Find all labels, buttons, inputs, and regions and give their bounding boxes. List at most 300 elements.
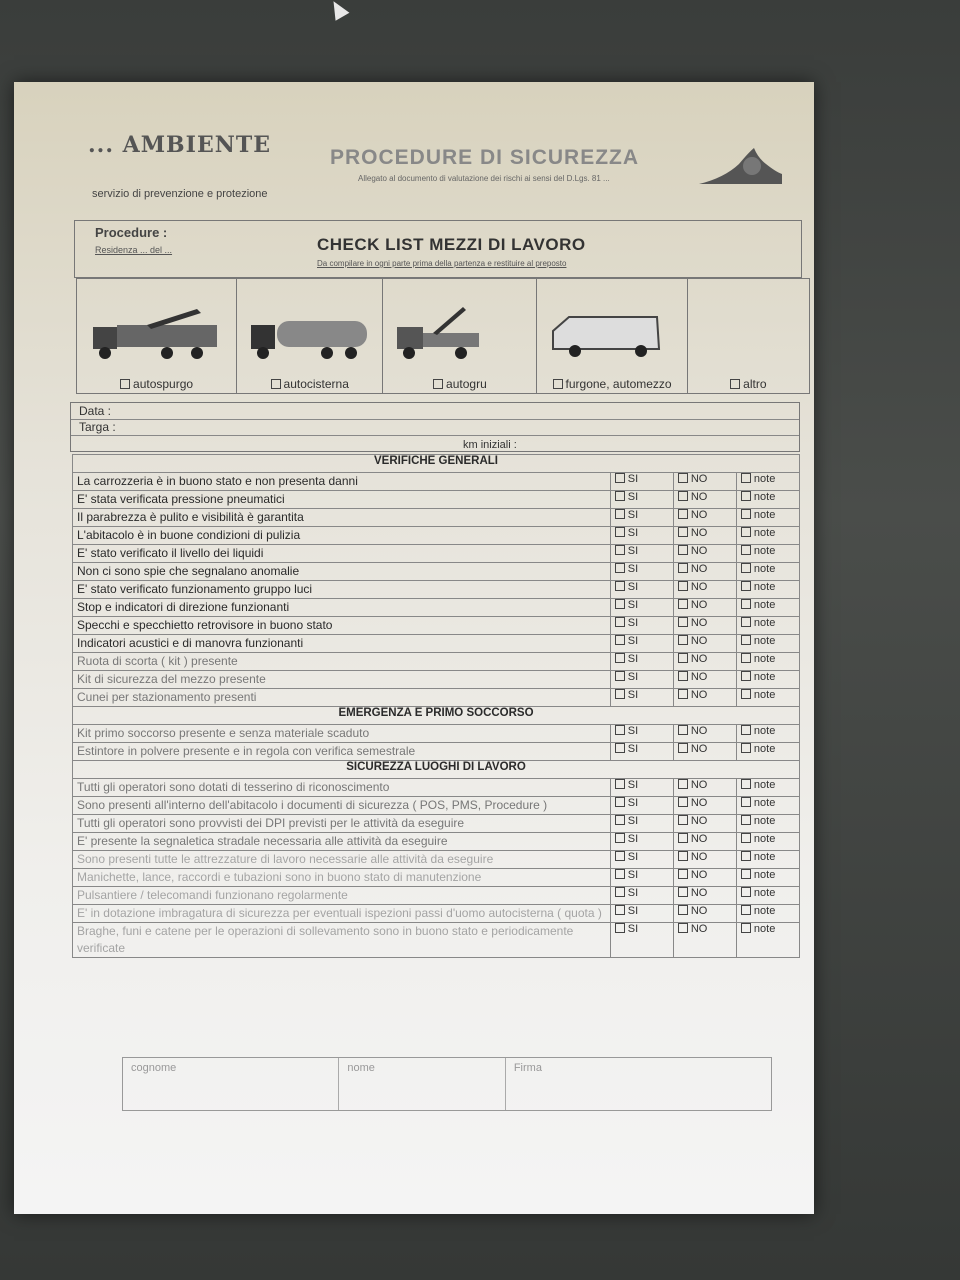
vehicle-option-furgone[interactable] xyxy=(537,279,687,393)
checkbox[interactable] xyxy=(741,653,751,663)
checklist-row xyxy=(73,671,800,689)
checklist-item: Sono presenti tutte le attrezzature di lavoro necessarie alle attività da eseguire xyxy=(73,851,611,869)
option-no[interactable] xyxy=(673,923,736,958)
checklist-item: E' presente la segnaletica stradale necessaria alle attività da eseguire xyxy=(73,833,611,851)
procedure-label: Procedure : xyxy=(95,225,168,240)
option-label: SI xyxy=(627,815,639,827)
checkbox[interactable] xyxy=(741,905,751,915)
option-note[interactable] xyxy=(736,725,799,743)
checklist-row xyxy=(73,923,800,958)
checkbox[interactable] xyxy=(741,851,751,861)
option-note[interactable] xyxy=(736,869,799,887)
option-label: SI xyxy=(627,725,639,737)
option-no[interactable] xyxy=(673,815,736,833)
option-no[interactable] xyxy=(673,599,736,617)
km-iniziali-field[interactable]: km iniziali : xyxy=(463,439,517,451)
procedure-reference: Residenza ... del ... xyxy=(95,245,173,255)
checkbox[interactable] xyxy=(678,563,688,573)
option-note[interactable] xyxy=(736,743,799,761)
checklist-item: Ruota di scorta ( kit ) presente xyxy=(73,653,611,671)
option-note[interactable] xyxy=(736,653,799,671)
checkbox[interactable] xyxy=(615,815,625,825)
option-si[interactable] xyxy=(610,851,673,869)
option-label: SI xyxy=(627,581,639,593)
option-si[interactable] xyxy=(610,779,673,797)
data-field[interactable]: Data : xyxy=(71,403,799,420)
checkbox[interactable] xyxy=(615,653,625,663)
vehicle-data-fields xyxy=(70,402,800,452)
checkbox[interactable] xyxy=(615,851,625,861)
option-no[interactable] xyxy=(673,635,736,653)
checklist-item: Tutti gli operatori sono provvisti dei DPI previsti per le attività da eseguire xyxy=(73,815,611,833)
checklist-item: Non ci sono spie che segnalano anomalie xyxy=(73,563,611,581)
option-si[interactable] xyxy=(610,905,673,923)
checkbox[interactable] xyxy=(741,743,751,753)
checklist-item: L'abitacolo è in buone condizioni di pulizia xyxy=(73,527,611,545)
checkbox[interactable] xyxy=(741,869,751,879)
checkbox[interactable] xyxy=(678,779,688,789)
checklist-item: La carrozzeria è in buono stato e non presenta danni xyxy=(73,473,611,491)
option-note[interactable] xyxy=(736,689,799,707)
checkbox[interactable] xyxy=(615,617,625,627)
checkbox[interactable] xyxy=(615,797,625,807)
option-si[interactable] xyxy=(610,635,673,653)
checkbox[interactable] xyxy=(741,815,751,825)
firma-field[interactable]: Firma xyxy=(513,1062,542,1074)
option-label: NO xyxy=(690,473,708,485)
checkbox[interactable] xyxy=(433,379,443,389)
option-label: SI xyxy=(627,617,639,629)
option-label: NO xyxy=(690,581,708,593)
checkbox[interactable] xyxy=(120,379,130,389)
checkbox[interactable] xyxy=(678,653,688,663)
option-label: note xyxy=(753,725,776,737)
option-no[interactable] xyxy=(673,653,736,671)
checkbox[interactable] xyxy=(741,797,751,807)
checkbox[interactable] xyxy=(741,563,751,573)
option-no[interactable] xyxy=(673,779,736,797)
section-header xyxy=(73,455,800,473)
checklist-document xyxy=(14,82,814,1214)
checklist-row xyxy=(73,725,800,743)
option-label: note xyxy=(753,671,776,683)
checkbox[interactable] xyxy=(678,617,688,627)
option-si[interactable] xyxy=(610,509,673,527)
option-label: NO xyxy=(690,905,708,917)
vehicle-option-autocisterna[interactable] xyxy=(237,279,383,393)
option-label: note xyxy=(753,851,776,863)
option-note[interactable] xyxy=(736,545,799,563)
checklist-subtitle: Da compilare in ogni parte prima della partenza e restituire al preposto xyxy=(317,259,567,268)
option-label: note xyxy=(753,527,776,539)
vehicle-label: autospurgo xyxy=(133,377,194,391)
option-no[interactable] xyxy=(673,851,736,869)
checklist-item: E' stato verificato il livello dei liquidi xyxy=(73,545,611,563)
option-label: NO xyxy=(690,887,708,899)
checkbox[interactable] xyxy=(741,473,751,483)
option-note[interactable] xyxy=(736,887,799,905)
vehicle-label: autocisterna xyxy=(283,377,349,391)
option-label: SI xyxy=(627,887,639,899)
option-note[interactable] xyxy=(736,905,799,923)
checkbox[interactable] xyxy=(741,581,751,591)
checklist-row xyxy=(73,599,800,617)
checkbox[interactable] xyxy=(741,527,751,537)
checklist-row xyxy=(73,509,800,527)
vehicle-type-selector xyxy=(76,278,810,394)
checkbox[interactable] xyxy=(271,379,281,389)
checkbox[interactable] xyxy=(741,635,751,645)
checkbox[interactable] xyxy=(615,527,625,537)
checkbox[interactable] xyxy=(615,635,625,645)
checklist-row xyxy=(73,689,800,707)
option-note[interactable] xyxy=(736,635,799,653)
van-icon xyxy=(547,305,667,365)
option-si[interactable] xyxy=(610,815,673,833)
option-si[interactable] xyxy=(610,887,673,905)
checklist-row xyxy=(73,545,800,563)
checkbox[interactable] xyxy=(741,887,751,897)
option-note[interactable] xyxy=(736,473,799,491)
option-no[interactable] xyxy=(673,833,736,851)
checkbox[interactable] xyxy=(741,671,751,681)
option-label: SI xyxy=(627,563,639,575)
option-label: NO xyxy=(690,509,708,521)
vehicle-label: altro xyxy=(743,377,767,391)
checklist-row xyxy=(73,581,800,599)
vehicle-label: autogru xyxy=(446,377,487,391)
checkbox[interactable] xyxy=(615,599,625,609)
checkbox[interactable] xyxy=(678,527,688,537)
checklist-item: Estintore in polvere presente e in regola con verifica semestrale xyxy=(73,743,611,761)
option-label: NO xyxy=(690,923,708,935)
option-label: NO xyxy=(690,653,708,665)
option-label: note xyxy=(753,599,776,611)
checklist-title: CHECK LIST MEZZI DI LAVORO xyxy=(317,235,586,254)
procedure-title: PROCEDURE DI SICUREZZA xyxy=(330,146,640,169)
company-logo: ... AMBIENTE xyxy=(88,132,271,158)
checkbox[interactable] xyxy=(741,491,751,501)
checkbox[interactable] xyxy=(678,833,688,843)
option-label: note xyxy=(753,653,776,665)
checklist-item: E' in dotazione imbragatura di sicurezza per eventuali ispezioni passi d'uomo autocisterna ( quota ) xyxy=(73,905,611,923)
option-label: note xyxy=(753,689,776,701)
option-note[interactable] xyxy=(736,923,799,958)
option-label: note xyxy=(753,797,776,809)
emblem-icon xyxy=(694,144,784,190)
option-label: note xyxy=(753,473,776,485)
nome-field[interactable]: nome xyxy=(339,1058,506,1110)
checkbox[interactable] xyxy=(615,491,625,501)
option-label: NO xyxy=(690,671,708,683)
checklist-row xyxy=(73,635,800,653)
option-label: note xyxy=(753,923,776,935)
checkbox[interactable] xyxy=(678,671,688,681)
section-title: SICUREZZA LUOGHI DI LAVORO xyxy=(73,761,800,779)
checkbox[interactable] xyxy=(741,833,751,843)
checklist-row xyxy=(73,815,800,833)
option-label: SI xyxy=(627,851,639,863)
truck-crane-icon xyxy=(87,305,227,365)
checkbox[interactable] xyxy=(678,815,688,825)
checkbox[interactable] xyxy=(741,923,751,933)
vehicle-option-autogru[interactable] xyxy=(383,279,537,393)
checklist-row xyxy=(73,869,800,887)
signature-box xyxy=(122,1057,772,1111)
option-label: NO xyxy=(690,491,708,503)
section-title: EMERGENZA E PRIMO SOCCORSO xyxy=(73,707,800,725)
document-header xyxy=(74,132,804,222)
option-label: NO xyxy=(690,617,708,629)
option-note[interactable] xyxy=(736,581,799,599)
checkbox[interactable] xyxy=(615,689,625,699)
checkbox[interactable] xyxy=(615,923,625,933)
option-label: SI xyxy=(627,923,639,935)
option-si[interactable] xyxy=(610,689,673,707)
option-si[interactable] xyxy=(610,617,673,635)
checklist-item: Kit di sicurezza del mezzo presente xyxy=(73,671,611,689)
checkbox[interactable] xyxy=(678,797,688,807)
option-label: SI xyxy=(627,509,639,521)
option-label: note xyxy=(753,887,776,899)
checkbox[interactable] xyxy=(615,779,625,789)
option-label: SI xyxy=(627,491,639,503)
option-note[interactable] xyxy=(736,815,799,833)
option-si[interactable] xyxy=(610,527,673,545)
checklist-item: E' stata verificata pressione pneumatici xyxy=(73,491,611,509)
checklist-item: Indicatori acustici e di manovra funzionanti xyxy=(73,635,611,653)
option-note[interactable] xyxy=(736,671,799,689)
checklist-row xyxy=(73,851,800,869)
option-label: SI xyxy=(627,743,639,755)
section-header xyxy=(73,761,800,779)
option-no[interactable] xyxy=(673,491,736,509)
checklist-row xyxy=(73,905,800,923)
option-label: SI xyxy=(627,797,639,809)
option-si[interactable] xyxy=(610,563,673,581)
option-label: note xyxy=(753,617,776,629)
option-label: NO xyxy=(690,725,708,737)
option-label: note xyxy=(753,833,776,845)
cognome-field[interactable]: cognome xyxy=(123,1058,339,1110)
option-label: note xyxy=(753,491,776,503)
checkbox[interactable] xyxy=(615,725,625,735)
checkbox[interactable] xyxy=(615,833,625,843)
option-note[interactable] xyxy=(736,491,799,509)
option-no[interactable] xyxy=(673,887,736,905)
tanker-truck-icon xyxy=(247,305,373,365)
checklist-item: Tutti gli operatori sono dotati di tesserino di riconoscimento xyxy=(73,779,611,797)
option-si[interactable] xyxy=(610,671,673,689)
crane-truck-icon xyxy=(393,305,493,365)
vehicle-option-altro[interactable] xyxy=(688,279,809,393)
option-si[interactable] xyxy=(610,491,673,509)
checkbox[interactable] xyxy=(678,725,688,735)
checklist-row xyxy=(73,743,800,761)
checklist-row xyxy=(73,527,800,545)
checkbox[interactable] xyxy=(678,491,688,501)
checklist-item: Pulsantiere / telecomandi funzionano regolarmente xyxy=(73,887,611,905)
checkbox[interactable] xyxy=(678,743,688,753)
option-label: NO xyxy=(690,545,708,557)
option-label: note xyxy=(753,905,776,917)
option-label: SI xyxy=(627,473,639,485)
option-label: SI xyxy=(627,869,639,881)
checkbox[interactable] xyxy=(615,563,625,573)
option-label: NO xyxy=(690,689,708,701)
option-no[interactable] xyxy=(673,797,736,815)
option-label: NO xyxy=(690,851,708,863)
option-note[interactable] xyxy=(736,599,799,617)
option-label: SI xyxy=(627,527,639,539)
option-label: NO xyxy=(690,599,708,611)
option-si[interactable] xyxy=(610,653,673,671)
checkbox[interactable] xyxy=(678,635,688,645)
checklist-item: Sono presenti all'interno dell'abitacolo i documenti di sicurezza ( POS, PMS, Procedure ) xyxy=(73,797,611,815)
checkbox[interactable] xyxy=(615,581,625,591)
checklist-table xyxy=(72,454,800,958)
option-si[interactable] xyxy=(610,581,673,599)
option-note[interactable] xyxy=(736,509,799,527)
option-si[interactable] xyxy=(610,545,673,563)
option-note[interactable] xyxy=(736,797,799,815)
option-label: note xyxy=(753,581,776,593)
checklist-row xyxy=(73,833,800,851)
checklist-row xyxy=(73,797,800,815)
checkbox[interactable] xyxy=(741,545,751,555)
checklist-row xyxy=(73,887,800,905)
option-label: SI xyxy=(627,545,639,557)
option-no[interactable] xyxy=(673,671,736,689)
checkbox[interactable] xyxy=(741,509,751,519)
checkbox[interactable] xyxy=(678,545,688,555)
option-label: note xyxy=(753,509,776,521)
option-si[interactable] xyxy=(610,797,673,815)
option-no[interactable] xyxy=(673,581,736,599)
checklist-item: Braghe, funi e catene per le operazioni di sollevamento sono in buono stato e periodicamente verificate xyxy=(73,923,611,958)
checkbox[interactable] xyxy=(615,743,625,753)
option-note[interactable] xyxy=(736,779,799,797)
option-no[interactable] xyxy=(673,905,736,923)
checklist-row xyxy=(73,617,800,635)
checkbox[interactable] xyxy=(615,869,625,879)
checkbox[interactable] xyxy=(678,581,688,591)
section-title: VERIFICHE GENERALI xyxy=(73,455,800,473)
checkbox[interactable] xyxy=(615,473,625,483)
option-si[interactable] xyxy=(610,473,673,491)
checklist-row xyxy=(73,473,800,491)
vehicle-option-autospurgo[interactable] xyxy=(77,279,237,393)
targa-field[interactable]: Targa : xyxy=(71,419,799,436)
checkbox[interactable] xyxy=(678,923,688,933)
option-no[interactable] xyxy=(673,509,736,527)
checkbox[interactable] xyxy=(553,379,563,389)
vehicle-label: furgone, automezzo xyxy=(565,377,672,391)
option-no[interactable] xyxy=(673,743,736,761)
checkbox[interactable] xyxy=(741,617,751,627)
logo-subtitle: servizio di prevenzione e protezione xyxy=(92,188,268,200)
option-label: NO xyxy=(690,563,708,575)
option-si[interactable] xyxy=(610,725,673,743)
checkbox[interactable] xyxy=(678,509,688,519)
option-label: SI xyxy=(627,653,639,665)
section-header xyxy=(73,707,800,725)
checkbox[interactable] xyxy=(615,545,625,555)
option-note[interactable] xyxy=(736,851,799,869)
option-si[interactable] xyxy=(610,869,673,887)
option-no[interactable] xyxy=(673,545,736,563)
option-note[interactable] xyxy=(736,563,799,581)
option-label: NO xyxy=(690,527,708,539)
option-label: SI xyxy=(627,671,639,683)
option-label: NO xyxy=(690,779,708,791)
procedure-subtitle: Allegato al documento di valutazione dei rischi ai sensi del D.Lgs. 81 ... xyxy=(358,174,610,183)
checkbox[interactable] xyxy=(741,725,751,735)
option-no[interactable] xyxy=(673,617,736,635)
checkbox[interactable] xyxy=(741,599,751,609)
checklist-item: Cunei per stazionamento presenti xyxy=(73,689,611,707)
checklist-item: Il parabrezza è pulito e visibilità è garantita xyxy=(73,509,611,527)
option-label: NO xyxy=(690,743,708,755)
checklist-item: Manichette, lance, raccordi e tubazioni sono in buono stato di manutenzione xyxy=(73,869,611,887)
checklist-item: Kit primo soccorso presente e senza materiale scaduto xyxy=(73,725,611,743)
checkbox[interactable] xyxy=(615,905,625,915)
checkbox[interactable] xyxy=(678,905,688,915)
checkbox[interactable] xyxy=(678,869,688,879)
option-si[interactable] xyxy=(610,833,673,851)
option-no[interactable] xyxy=(673,527,736,545)
checkbox[interactable] xyxy=(741,779,751,789)
option-label: note xyxy=(753,869,776,881)
option-label: NO xyxy=(690,869,708,881)
checkbox[interactable] xyxy=(741,689,751,699)
option-label: note xyxy=(753,779,776,791)
option-no[interactable] xyxy=(673,689,736,707)
option-note[interactable] xyxy=(736,617,799,635)
checkbox[interactable] xyxy=(615,887,625,897)
option-label: SI xyxy=(627,779,639,791)
option-label: SI xyxy=(627,905,639,917)
option-no[interactable] xyxy=(673,473,736,491)
option-label: SI xyxy=(627,689,639,701)
option-note[interactable] xyxy=(736,833,799,851)
option-no[interactable] xyxy=(673,725,736,743)
option-si[interactable] xyxy=(610,923,673,958)
checklist-row xyxy=(73,653,800,671)
procedure-box xyxy=(74,220,802,278)
checkbox[interactable] xyxy=(678,851,688,861)
option-label: note xyxy=(753,563,776,575)
checkbox[interactable] xyxy=(615,509,625,519)
mouse-cursor-icon xyxy=(327,0,350,21)
checkbox[interactable] xyxy=(678,689,688,699)
checkbox[interactable] xyxy=(678,887,688,897)
checklist-row xyxy=(73,563,800,581)
checkbox[interactable] xyxy=(615,671,625,681)
option-no[interactable] xyxy=(673,563,736,581)
option-no[interactable] xyxy=(673,869,736,887)
checklist-item: Specchi e specchietto retrovisore in buono stato xyxy=(73,617,611,635)
option-note[interactable] xyxy=(736,527,799,545)
option-label: SI xyxy=(627,599,639,611)
option-si[interactable] xyxy=(610,743,673,761)
checkbox[interactable] xyxy=(678,599,688,609)
checkbox[interactable] xyxy=(678,473,688,483)
option-label: SI xyxy=(627,833,639,845)
checkbox[interactable] xyxy=(730,379,740,389)
option-label: NO xyxy=(690,833,708,845)
option-si[interactable] xyxy=(610,599,673,617)
